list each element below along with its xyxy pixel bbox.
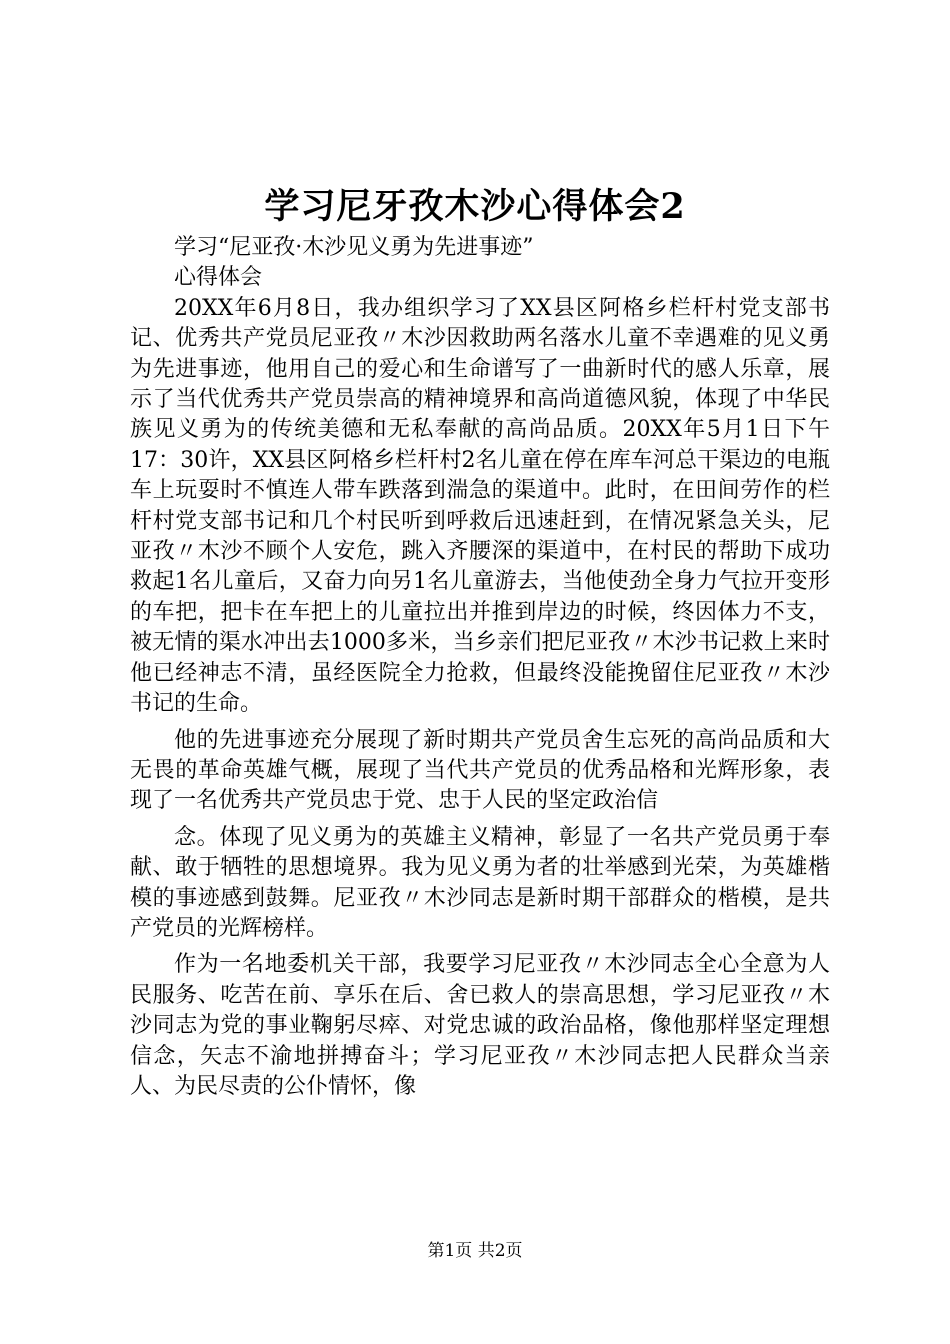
page-indicator: 第1页 共2页 — [427, 1241, 523, 1261]
body-paragraph: 20XX年6月8日，我办组织学习了XX县区阿格乡栏杆村党支部书记、优秀共产党员尼亚孜〃木沙因救助两名落水儿童不幸遇难的见义勇为先进事迹，他用自己的爱心和生命谱写了一曲新时代的感人乐章，展示了当代优秀共产党员崇高的精神境界和高尚道德风貌，体现了中华民族见义勇为的传统美德和无私奉献的高尚品质。20XX年5月1日下午17：30许，XX县区阿格乡栏杆村2名儿童在停在库车河总干渠边的电瓶车上玩耍时不慎连人带车跌落到湍急的渠道中。此时，在田间劳作的栏杆村党支部书记和几个村民听到呼救后迅速赶到，在情况紧急关头，尼亚孜〃木沙不顾个人安危，跳入齐腰深的渠道中，在村民的帮助下成功救起1名儿童后，又奋力向另1名儿童游去，当他使劲全身力气拉开变形的车把，把卡在车把上的儿童拉出并推到岸边的时候，终因体力不支，被无情的渠水冲出去1000多米，当乡亲们把尼亚孜〃木沙书记救上来时他已经神志不清，虽经医院全力抢救，但最终没能挽留住尼亚孜〃木沙书记的生命。 — [130, 295, 830, 717]
document-title: 学习尼牙孜木沙心得体会2 — [264, 186, 686, 227]
body-paragraph: 他的先进事迹充分展现了新时期共产党员舍生忘死的高尚品质和大无畏的革命英雄气概，展现了当代共产党员的优秀品格和光辉形象，表现了一名优秀共产党员忠于党、忠于人民的坚定政治信 — [130, 727, 830, 814]
body-paragraph: 作为一名地委机关干部，我要学习尼亚孜〃木沙同志全心全意为人民服务、吃苦在前、享乐在后、舍已救人的崇高思想，学习尼亚孜〃木沙同志为党的事业鞠躬尽瘁、对党忠诚的政治品格，像他那样坚定理想信念，矢志不渝地拼搏奋斗；学习尼亚孜〃木沙同志把人民群众当亲人、为民尽责的公仆情怀，像 — [130, 952, 830, 1099]
heading-line: 学习“尼亚孜·木沙见义勇为先进事迹” — [174, 235, 534, 260]
heading-line: 心得体会 — [174, 265, 263, 291]
body-paragraph: 念。体现了见义勇为的英雄主义精神，彰显了一名共产党员勇于奉献、敢于牺牲的思想境界。我为见义勇为者的壮举感到光荣，为英雄楷模的事迹感到鼓舞。尼亚孜〃木沙同志是新时期干部群众的楷模，是共产党员的光辉榜样。 — [130, 824, 830, 941]
document-body — [130, 233, 830, 1102]
